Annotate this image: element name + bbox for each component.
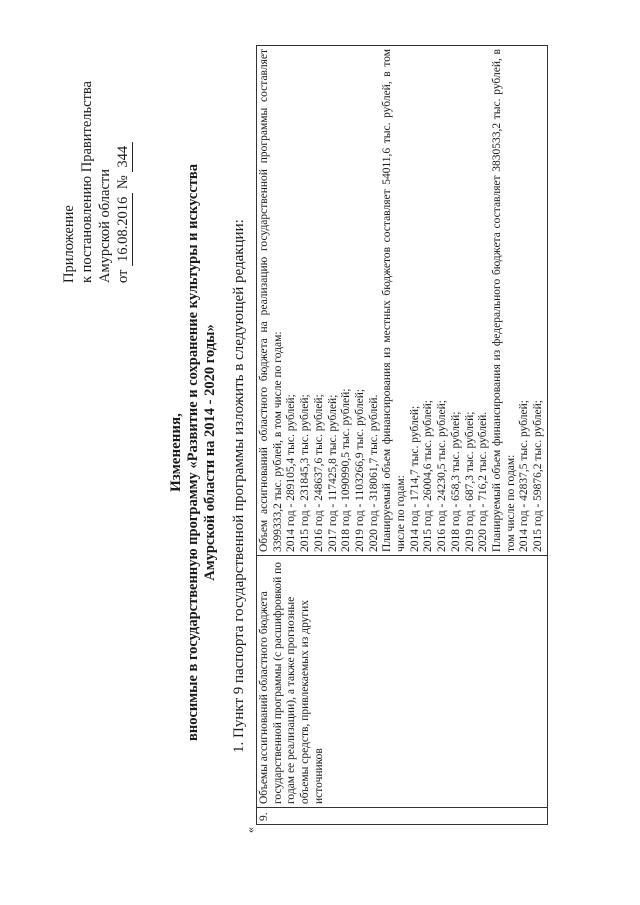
title-line-3: Амурской области на 2014 - 2020 годы» xyxy=(202,324,218,581)
document-title xyxy=(168,0,219,905)
approval-date: 16.08.2016 xyxy=(114,193,133,266)
title-line-1: Изменения, xyxy=(168,413,184,492)
value-line: 2017 год - 117425,8 тыс. рублей; xyxy=(326,394,339,552)
value-line: 2018 год - 658,3 тыс. рублей; xyxy=(449,411,462,552)
value-line: 2014 год - 42837,5 тыс. рублей; xyxy=(518,400,531,552)
table-row xyxy=(257,46,548,825)
approval-stamp xyxy=(60,81,133,283)
value-line: 2020 год - 716,2 тыс. рублей. xyxy=(477,411,490,552)
value-line: Объем ассигнований областного бюджета на реализацию государственной программы составляет 3399333,2 тыс. рублей, в том числе по годам: xyxy=(258,49,284,552)
value-line: 2014 год - 1714,7 тыс. рублей; xyxy=(408,405,421,552)
value-line: 2020 год - 318061,7 тыс. рублей. xyxy=(367,394,380,552)
value-line: 2015 год - 231845,3 тыс. рублей; xyxy=(299,394,312,552)
value-line: Планируемый объем финансирования из местных бюджетов составляет 54011,6 тыс. рублей, в том числе по годам: xyxy=(381,49,408,552)
value-line: 2019 год - 1103266,9 тыс. рублей; xyxy=(353,388,366,552)
approval-line-3: Амурской области xyxy=(97,169,113,283)
approval-number: 344 xyxy=(114,142,133,172)
row-number: 9. xyxy=(257,808,548,825)
value-line: Планируемый объем финансирования из федерального бюджета составляет 3830533,2 тыс. рублей, в том числе по годам: xyxy=(490,49,517,552)
value-line: 2018 год - 1090990,5 тыс. рублей; xyxy=(340,388,353,552)
value-lines xyxy=(258,49,546,552)
approval-line-1: Приложение xyxy=(61,205,77,283)
date-prefix: от xyxy=(115,269,131,283)
value-line: 2014 год - 289105,4 тыс. рублей; xyxy=(285,394,298,552)
passport-table xyxy=(256,45,548,825)
row-label: Объемы ассигнований областного бюджета государственной программы (с расшифровкой по годам ее реализации), а также прогнозные объемы средств, привлекаемых из других источников xyxy=(257,556,548,808)
value-line: 2019 год - 687,3 тыс. рублей; xyxy=(463,411,476,552)
number-sign: № xyxy=(115,175,131,190)
title-line-2: вносимые в государственную программу «Развитие и сохранение культуры и искусства xyxy=(185,164,201,741)
amendment-instruction: 1. Пункт 9 паспорта государственной программы изложить в следующей редакции: xyxy=(231,219,247,753)
opening-quote: « xyxy=(243,827,257,833)
approval-line-2: к постановлению Правительства xyxy=(79,81,95,283)
row-value xyxy=(257,46,548,556)
approval-date-line xyxy=(114,81,133,283)
value-line: 2016 год - 24230,5 тыс. рублей; xyxy=(436,400,449,552)
value-line: 2015 год - 59876,2 тыс. рублей; xyxy=(532,400,545,552)
value-line: 2015 год - 26004,6 тыс. рублей; xyxy=(422,400,435,552)
value-line: 2016 год - 248637,6 тыс. рублей; xyxy=(312,394,325,552)
